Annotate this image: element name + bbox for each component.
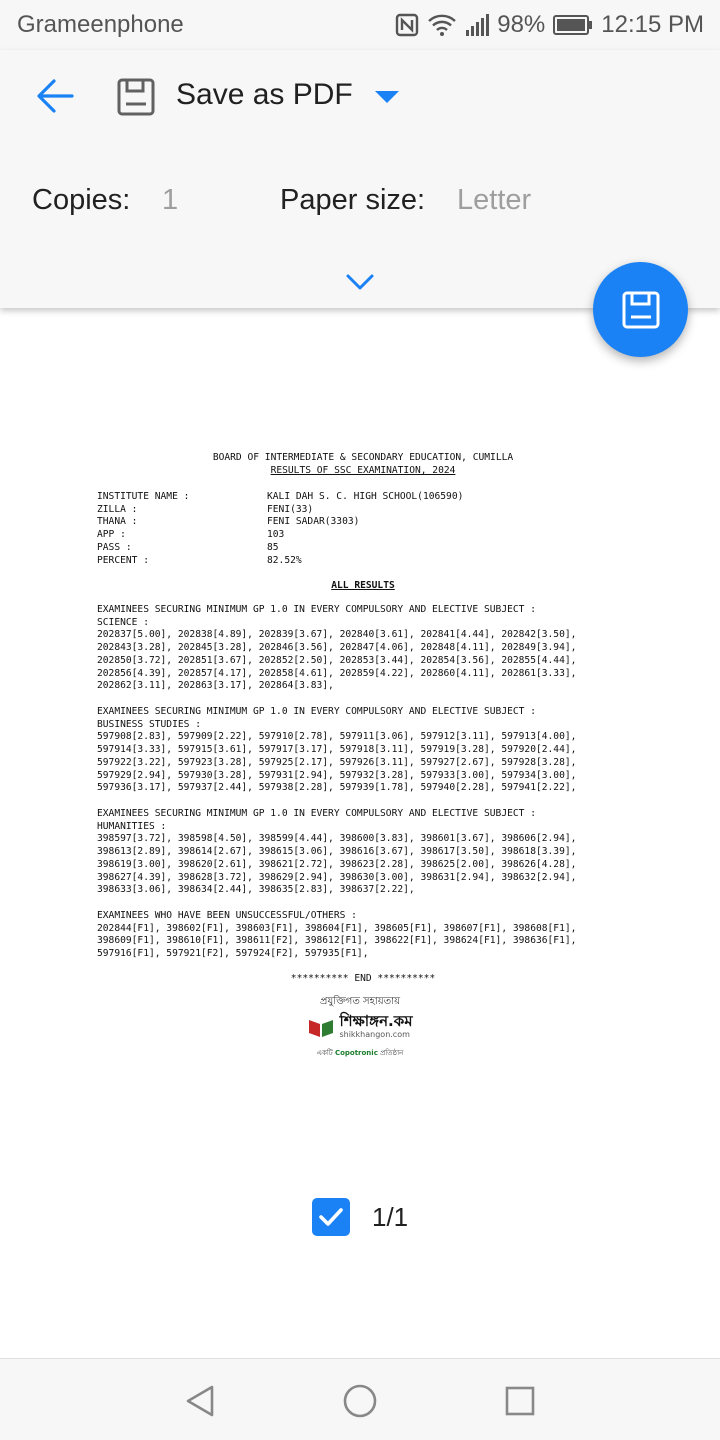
carrier-name: Grameenphone: [17, 11, 184, 38]
caret-down-icon: [372, 88, 402, 106]
battery-icon: [553, 15, 593, 35]
credit-brand-name: শিক্ষাঙ্গন.কম: [339, 1011, 413, 1030]
result-line: 597922[3.22], 597923[3.28], 597925[2.17], 597926[3.11], 597927[2.67], 597928[3.28],: [97, 756, 577, 768]
section-group: HUMANITIES :: [97, 820, 167, 832]
credit-domain: shikkhangon.com: [339, 1029, 410, 1039]
copies-value[interactable]: 1: [162, 184, 179, 216]
section-heading: EXAMINEES SECURING MINIMUM GP 1.0 IN EVERY COMPULSORY AND ELECTIVE SUBJECT :: [97, 808, 536, 819]
humanities-section: [97, 808, 576, 897]
circle-home-icon: [342, 1383, 378, 1419]
info-value: FENI SADAR(3303): [267, 516, 360, 528]
end-marker: ********** END **********: [290, 973, 436, 984]
result-line: 398627[4.39], 398628[3.72], 398629[2.94], 398630[3.00], 398631[2.94], 398632[2.94],: [97, 871, 577, 883]
credit-subline: একটি Copotronic প্রতিষ্ঠান: [316, 1049, 404, 1058]
print-options-panel: [0, 50, 720, 308]
book-logo-icon: [307, 1016, 335, 1038]
result-line: 202837[5.00], 202838[4.89], 202839[3.67], 202840[3.61], 202841[4.44], 202842[3.50],: [97, 629, 577, 641]
info-row: [97, 504, 463, 517]
section-group: BUSINESS STUDIES :: [97, 718, 201, 730]
science-section: [97, 604, 576, 693]
info-key: INSTITUTE NAME :: [97, 491, 190, 502]
triangle-back-icon: [184, 1384, 216, 1418]
nav-home-button[interactable]: [340, 1381, 380, 1421]
printer-dropdown[interactable]: [372, 88, 402, 106]
result-line: 597914[3.33], 597915[3.61], 597917[3.17], 597918[3.11], 597919[3.28], 597920[2.44],: [97, 744, 577, 756]
institute-info: [97, 491, 463, 567]
info-row: [97, 529, 463, 542]
save-pdf-icon: [117, 78, 155, 116]
info-key: PERCENT :: [97, 554, 149, 566]
info-row: [97, 542, 463, 555]
info-value: 82.52%: [267, 554, 302, 566]
result-line: 202850[3.72], 202851[3.67], 202852[2.50], 202853[3.44], 202854[3.56], 202855[4.44],: [97, 654, 577, 666]
result-line: 597908[2.83], 597909[2.22], 597910[2.78], 597911[3.06], 597912[3.11], 597913[4.00],: [97, 731, 577, 743]
save-pdf-fab-button[interactable]: [593, 262, 688, 357]
arrow-back-icon: [30, 76, 80, 116]
info-row: [97, 491, 463, 504]
result-line: 398613[2.89], 398614[2.67], 398615[3.06], 398616[3.67], 398617[3.50], 398618[3.39],: [97, 846, 577, 858]
info-key: THANA :: [97, 516, 138, 528]
result-line: 398619[3.00], 398620[2.61], 398621[2.72], 398623[2.28], 398625[2.00], 398626[4.28],: [97, 858, 577, 870]
chevron-down-icon: [344, 272, 376, 292]
printer-selector[interactable]: Save as PDF: [176, 78, 353, 111]
section-heading: EXAMINEES SECURING MINIMUM GP 1.0 IN EVERY COMPULSORY AND ELECTIVE SUBJECT :: [97, 706, 536, 717]
paper-size-label: Paper size:: [280, 184, 426, 216]
result-line: 597916[F1], 597921[F2], 597924[F2], 597935[F1],: [97, 948, 369, 960]
navigation-bar: [0, 1358, 720, 1440]
nav-back-button[interactable]: [180, 1381, 220, 1421]
section-group: SCIENCE :: [97, 616, 149, 628]
info-value: FENI(33): [267, 503, 314, 515]
nav-recents-button[interactable]: [500, 1381, 540, 1421]
result-line: 398633[3.06], 398634[2.44], 398635[2.83], 398637[2.22],: [97, 884, 415, 896]
section-heading: EXAMINEES SECURING MINIMUM GP 1.0 IN EVERY COMPULSORY AND ELECTIVE SUBJECT :: [97, 604, 536, 615]
board-heading: BOARD OF INTERMEDIATE & SECONDARY EDUCATION, CUMILLA: [212, 452, 514, 463]
info-value: 85: [267, 541, 279, 553]
result-line: 398597[3.72], 398598[4.50], 398599[4.44], 398600[3.83], 398601[3.67], 398606[2.94],: [97, 833, 577, 845]
info-row: [97, 516, 463, 529]
checkmark-icon: [318, 1206, 344, 1228]
battery-percent: 98%: [497, 11, 546, 38]
page-checkbox[interactable]: [312, 1198, 350, 1236]
result-line: 202844[F1], 398602[F1], 398603[F1], 398604[F1], 398605[F1], 398607[F1], 398608[F1],: [97, 922, 577, 934]
nfc-icon: [395, 13, 419, 37]
info-key: ZILLA :: [97, 503, 138, 515]
square-recents-icon: [504, 1385, 536, 1417]
result-line: 597936[3.17], 597937[2.44], 597938[2.28], 597939[1.78], 597940[2.28], 597941[2.22],: [97, 782, 577, 794]
status-bar: [0, 0, 720, 50]
result-line: 597929[2.94], 597930[3.28], 597931[2.94], 597932[3.28], 597933[3.00], 597934[3.00],: [97, 769, 577, 781]
result-line: 202843[3.28], 202845[3.28], 202846[3.56], 202847[4.06], 202848[4.11], 202849[3.94],: [97, 642, 577, 654]
info-key: APP :: [97, 529, 126, 541]
result-line: 202862[3.11], 202863[3.17], 202864[3.83],: [97, 680, 334, 692]
back-button[interactable]: [30, 76, 80, 116]
all-results-heading: ALL RESULTS: [331, 580, 395, 591]
unsuccessful-section: [97, 910, 576, 961]
section-heading: EXAMINEES WHO HAVE BEEN UNSUCCESSFUL/OTHERS :: [97, 910, 357, 921]
copies-label: Copies:: [32, 184, 131, 216]
info-row: [97, 555, 463, 568]
signal-icon: [465, 14, 489, 36]
credit-logo: [300, 996, 420, 1060]
result-line: 202856[4.39], 202857[4.17], 202858[4.61], 202859[4.22], 202860[4.11], 202861[3.33],: [97, 667, 577, 679]
save-icon: [621, 290, 661, 330]
status-icons: [395, 10, 704, 40]
clock: 12:15 PM: [601, 11, 704, 38]
business-section: [97, 706, 576, 795]
info-value: 103: [267, 529, 285, 541]
expand-options-button[interactable]: [344, 272, 376, 292]
page-count: 1/1: [372, 1201, 409, 1232]
info-key: PASS :: [97, 541, 132, 553]
page-selector: [312, 1198, 408, 1236]
info-value: KALI DAH S. C. HIGH SCHOOL(106590): [267, 491, 464, 502]
result-line: 398609[F1], 398610[F1], 398611[F2], 398612[F1], 398622[F1], 398624[F1], 398636[F1],: [97, 935, 577, 947]
paper-size-value[interactable]: Letter: [457, 184, 532, 216]
exam-title: RESULTS OF SSC EXAMINATION, 2024: [270, 465, 456, 476]
credit-caption: প্রযুক্তিগত সহায়তায়: [320, 996, 400, 1007]
wifi-icon: [427, 13, 457, 37]
